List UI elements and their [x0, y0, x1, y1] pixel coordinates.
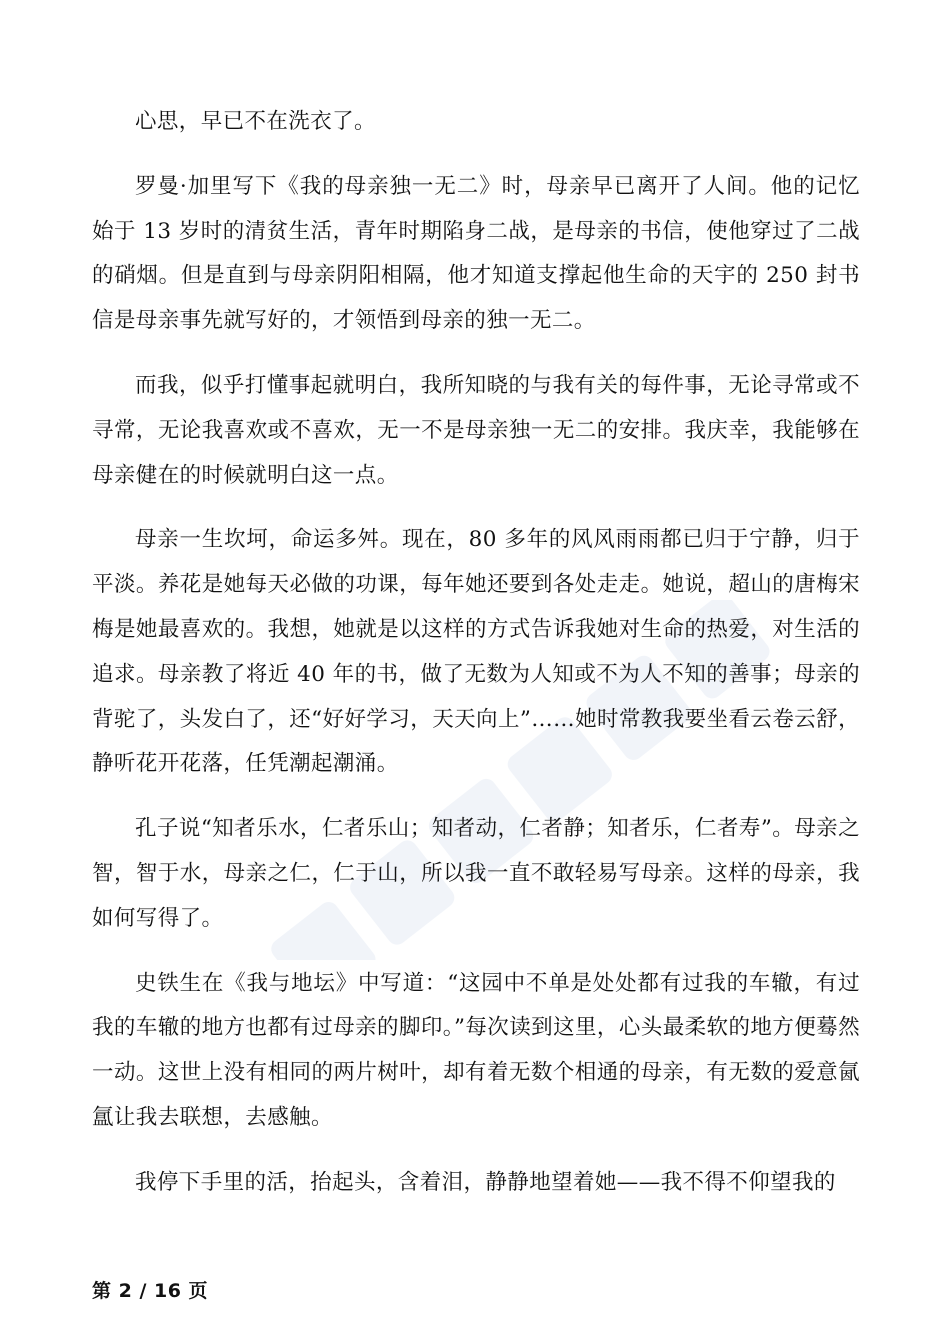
page-number: 第 2 / 16 页	[92, 1280, 209, 1302]
paragraph: 心思，早已不在洗衣了。	[135, 109, 376, 134]
paragraph: 罗曼·加里写下《我的母亲独一无二》时，母亲早已离开了人间。他的记忆始于 13 岁时的清贫生活，青年时期陷身二战，是母亲的书信，使他穿过了二战的硝烟。但是直到与母亲阴阳相隔，他才知道支撑起他生命的天宇的 250 封书信是母亲事先就写好的，才领悟到母亲的独一无二。	[92, 173, 860, 334]
paragraph: 母亲一生坎坷，命运多舛。现在，80 多年的风风雨雨都已归于宁静，归于平淡。养花是她每天必做的功课，每年她还要到各处走走。她说，超山的唐梅宋梅是她最喜欢的。我想，她就是以这样的方式告诉我她对生命的热爱，对生活的追求。母亲教了将近 40 年的书，做了无数为人知或不为人不知的善事；母亲的背驼了，头发白了，还“好好学习，天天向上”……她时常教我要坐看云卷云舒，静听花开花落，任凭潮起潮涌。	[92, 527, 860, 777]
paragraph: 而我，似乎打懂事起就明白，我所知晓的与我有关的每件事，无论寻常或不寻常，无论我喜欢或不喜欢，无一不是母亲独一无二的安排。我庆幸，我能够在母亲健在的时候就明白这一点。	[92, 372, 860, 488]
paragraph: 孔子说“知者乐水，仁者乐山；知者动，仁者静；知者乐，仁者寿”。母亲之智，智于水，母亲之仁，仁于山，所以我一直不敢轻易写母亲。这样的母亲，我如何写得了。	[92, 816, 860, 931]
body-text	[92, 100, 860, 1226]
paragraph: 史铁生在《我与地坛》中写道：“这园中不单是处处都有过我的车辙，有过我的车辙的地方也都有过母亲的脚印。”每次读到这里，心头最柔软的地方便蓦然一动。这世上没有相同的两片树叶，却有着无数个相通的母亲，有无数的爱意氤氲让我去联想，去感触。	[92, 970, 860, 1130]
paragraph: 我停下手里的活，抬起头，含着泪，静静地望着她——我不得不仰望我的	[135, 1169, 836, 1195]
